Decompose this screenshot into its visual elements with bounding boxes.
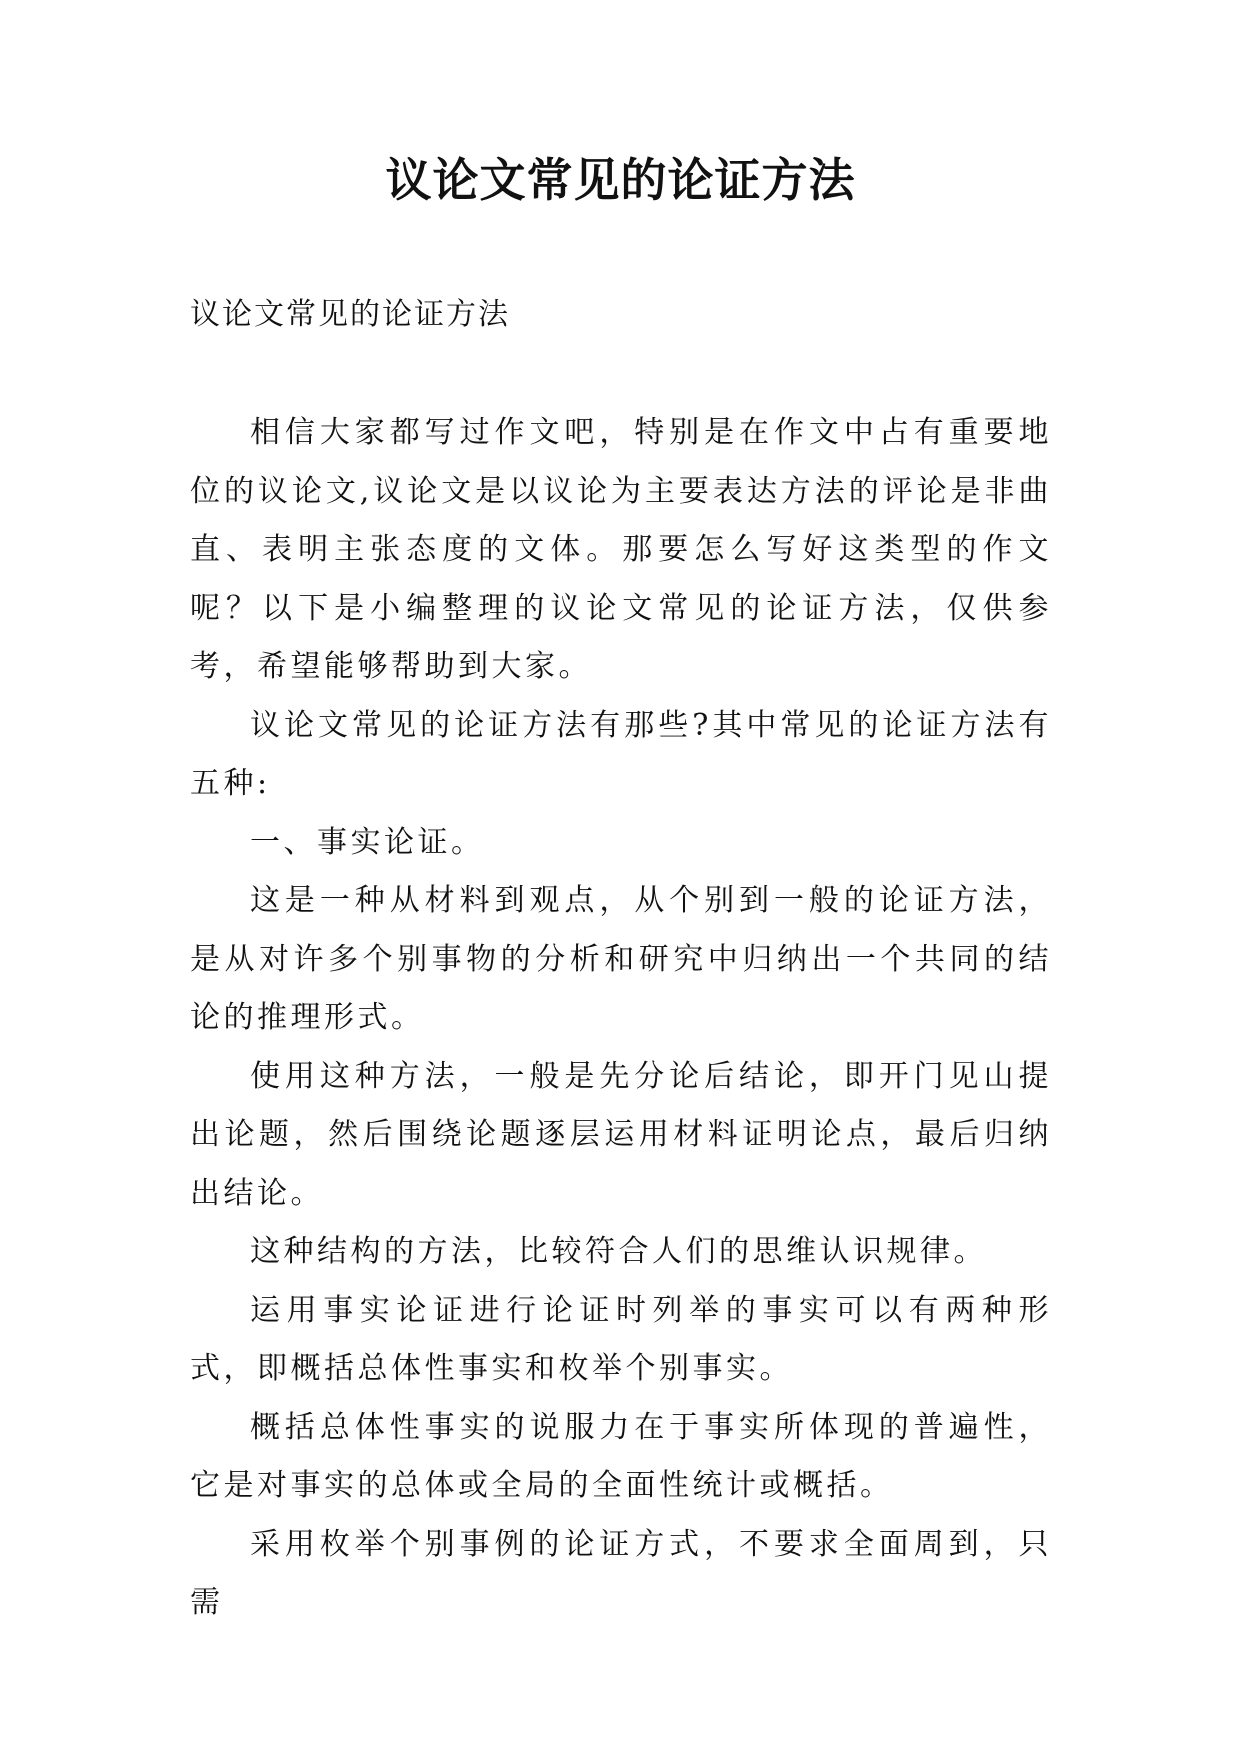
document-body (190, 404, 1052, 1633)
body-paragraph: 概括总体性事实的说服力在于事实所体现的普遍性，它是对事实的总体或全局的全面性统计或概括。 (190, 1409, 1052, 1503)
body-paragraph: 运用事实论证进行论证时列举的事实可以有两种形式，即概括总体性事实和枚举个别事实。 (190, 1292, 1052, 1386)
section-heading: 一、事实论证。 (250, 824, 485, 860)
document-title: 议论文常见的论证方法 (385, 153, 856, 207)
body-paragraph: 采用枚举个别事例的论证方式，不要求全面周到，只需 (190, 1526, 1052, 1620)
body-paragraph: 相信大家都写过作文吧，特别是在作文中占有重要地位的议论文,议论文是以议论为主要表达方法的评论是非曲直、表明主张态度的文体。那要怎么写好这类型的作文呢？以下是小编整理的议论文常见的论证方法，仅供参考，希望能够帮助到大家。 (190, 415, 1052, 684)
body-paragraph: 使用这种方法，一般是先分论后结论，即开门见山提出论题，然后围绕论题逐层运用材料证明论点，最后归纳出结论。 (190, 1058, 1052, 1211)
body-paragraph: 这是一种从材料到观点，从个别到一般的论证方法，是从对许多个别事物的分析和研究中归纳出一个共同的结论的推理形式。 (190, 883, 1052, 1035)
body-paragraph: 议论文常见的论证方法有那些?其中常见的论证方法有五种: (190, 707, 1052, 801)
body-paragraph: 这种结构的方法，比较符合人们的思维认识规律。 (250, 1234, 987, 1269)
document-subtitle: 议论文常见的论证方法 (190, 297, 510, 332)
